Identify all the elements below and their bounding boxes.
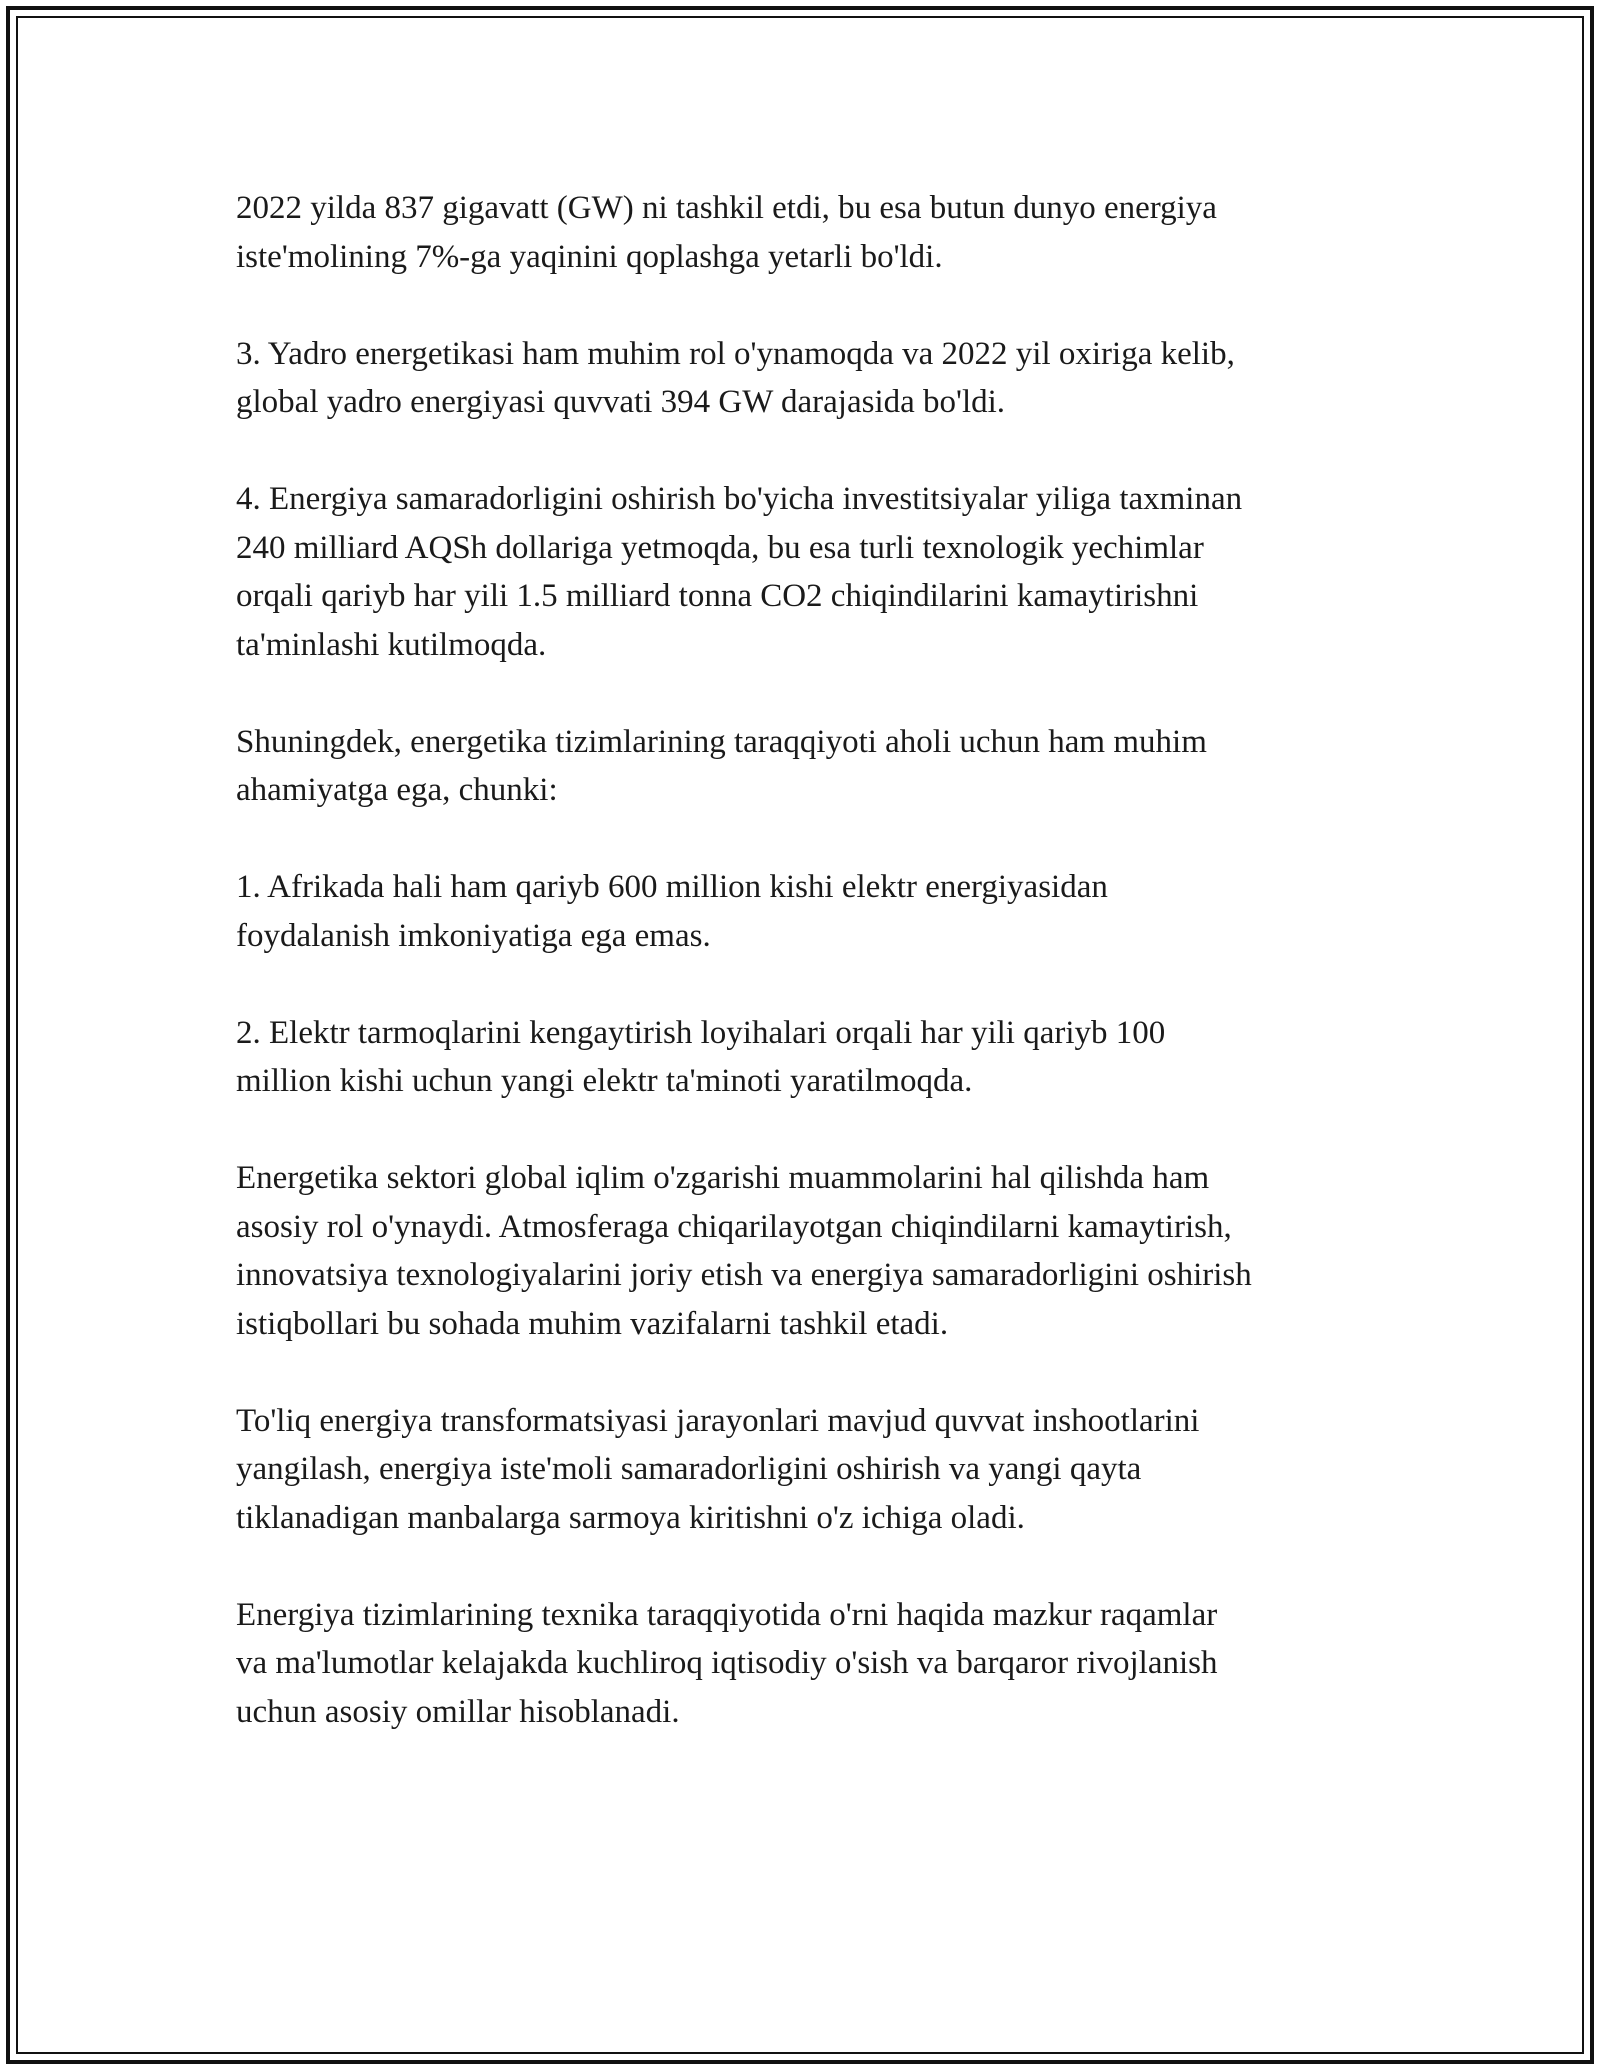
- text-line: 3. Yadro energetikasi ham muhim rol o'ynamoqda va 2022 yil oxiriga kelib,: [236, 335, 1235, 372]
- paragraph-nuclear-energy: [236, 330, 1386, 427]
- text-line: To'liq energiya transformatsiyasi jarayonlari mavjud quvvat inshootlarini: [236, 1402, 1200, 1439]
- text-line: Energetika sektori global iqlim o'zgarishi muammolarini hal qilishda ham: [236, 1160, 1210, 1196]
- text-line: tiklanadigan manbalarga sarmoya kiritishni o'z ichiga oladi.: [236, 1499, 1025, 1536]
- paragraph-population-importance: [236, 718, 1386, 815]
- text-line: innovatsiya texnologiyalarini joriy etish va energiya samaradorligini oshirish: [236, 1257, 1252, 1293]
- text-line: 240 milliard AQSh dollariga yetmoqda, bu esa turli texnologik yechimlar: [236, 529, 1204, 566]
- text-line: Energiya tizimlarining texnika taraqqiyotida o'rni haqida mazkur raqamlar: [236, 1596, 1218, 1633]
- text-line: orqali qariyb har yili 1.5 milliard tonna CO2 chiqindilarini kamaytirishni: [236, 578, 1199, 614]
- text-line: foydalanish imkoniyatiga ega emas.: [236, 917, 711, 954]
- text-line: Shuningdek, energetika tizimlarining taraqqiyoti aholi uchun ham muhim: [236, 723, 1207, 760]
- paragraph-efficiency-investment: [236, 475, 1386, 669]
- text-line: iste'molining 7%-ga yaqinini qoplashga yetarli bo'ldi.: [236, 238, 943, 275]
- text-line: 2022 yilda 837 gigavatt (GW) ni tashkil etdi, bu esa butun dunyo energiya: [236, 190, 1217, 226]
- text-line: 4. Energiya samaradorligini oshirish bo'yicha investitsiyalar yiliga taxminan: [236, 481, 1243, 517]
- text-line: 1. Afrikada hali ham qariyb 600 million kishi elektr energiyasidan: [236, 869, 1108, 905]
- text-line: ahamiyatga ega, chunki:: [236, 772, 558, 808]
- paragraph-grid-expansion: [236, 1009, 1386, 1106]
- paragraph-energy-transformation: [236, 1397, 1386, 1543]
- text-line: million kishi uchun yangi elektr ta'minoti yaratilmoqda.: [236, 1063, 973, 1099]
- paragraph-africa-access: [236, 863, 1386, 960]
- document-body: [236, 184, 1386, 1785]
- paragraph-conclusion: [236, 1591, 1386, 1737]
- text-line: global yadro energiyasi quvvati 394 GW darajasida bo'ldi.: [236, 384, 1006, 420]
- paragraph-renewable-capacity: [236, 184, 1386, 281]
- text-line: 2. Elektr tarmoqlarini kengaytirish loyihalari orqali har yili qariyb 100: [236, 1014, 1166, 1051]
- text-line: yangilash, energiya iste'moli samaradorligini oshirish va yangi qayta: [236, 1451, 1142, 1487]
- text-line: uchun asosiy omillar hisoblanadi.: [236, 1693, 680, 1730]
- text-line: istiqbollari bu sohada muhim vazifalarni tashkil etadi.: [236, 1305, 949, 1342]
- text-line: va ma'lumotlar kelajakda kuchliroq iqtisodiy o'sish va barqaror rivojlanish: [236, 1645, 1218, 1681]
- text-line: ta'minlashi kutilmoqda.: [236, 626, 547, 663]
- paragraph-climate-role: [236, 1154, 1386, 1348]
- text-line: asosiy rol o'ynaydi. Atmosferaga chiqarilayotgan chiqindilarni kamaytirish,: [236, 1208, 1232, 1245]
